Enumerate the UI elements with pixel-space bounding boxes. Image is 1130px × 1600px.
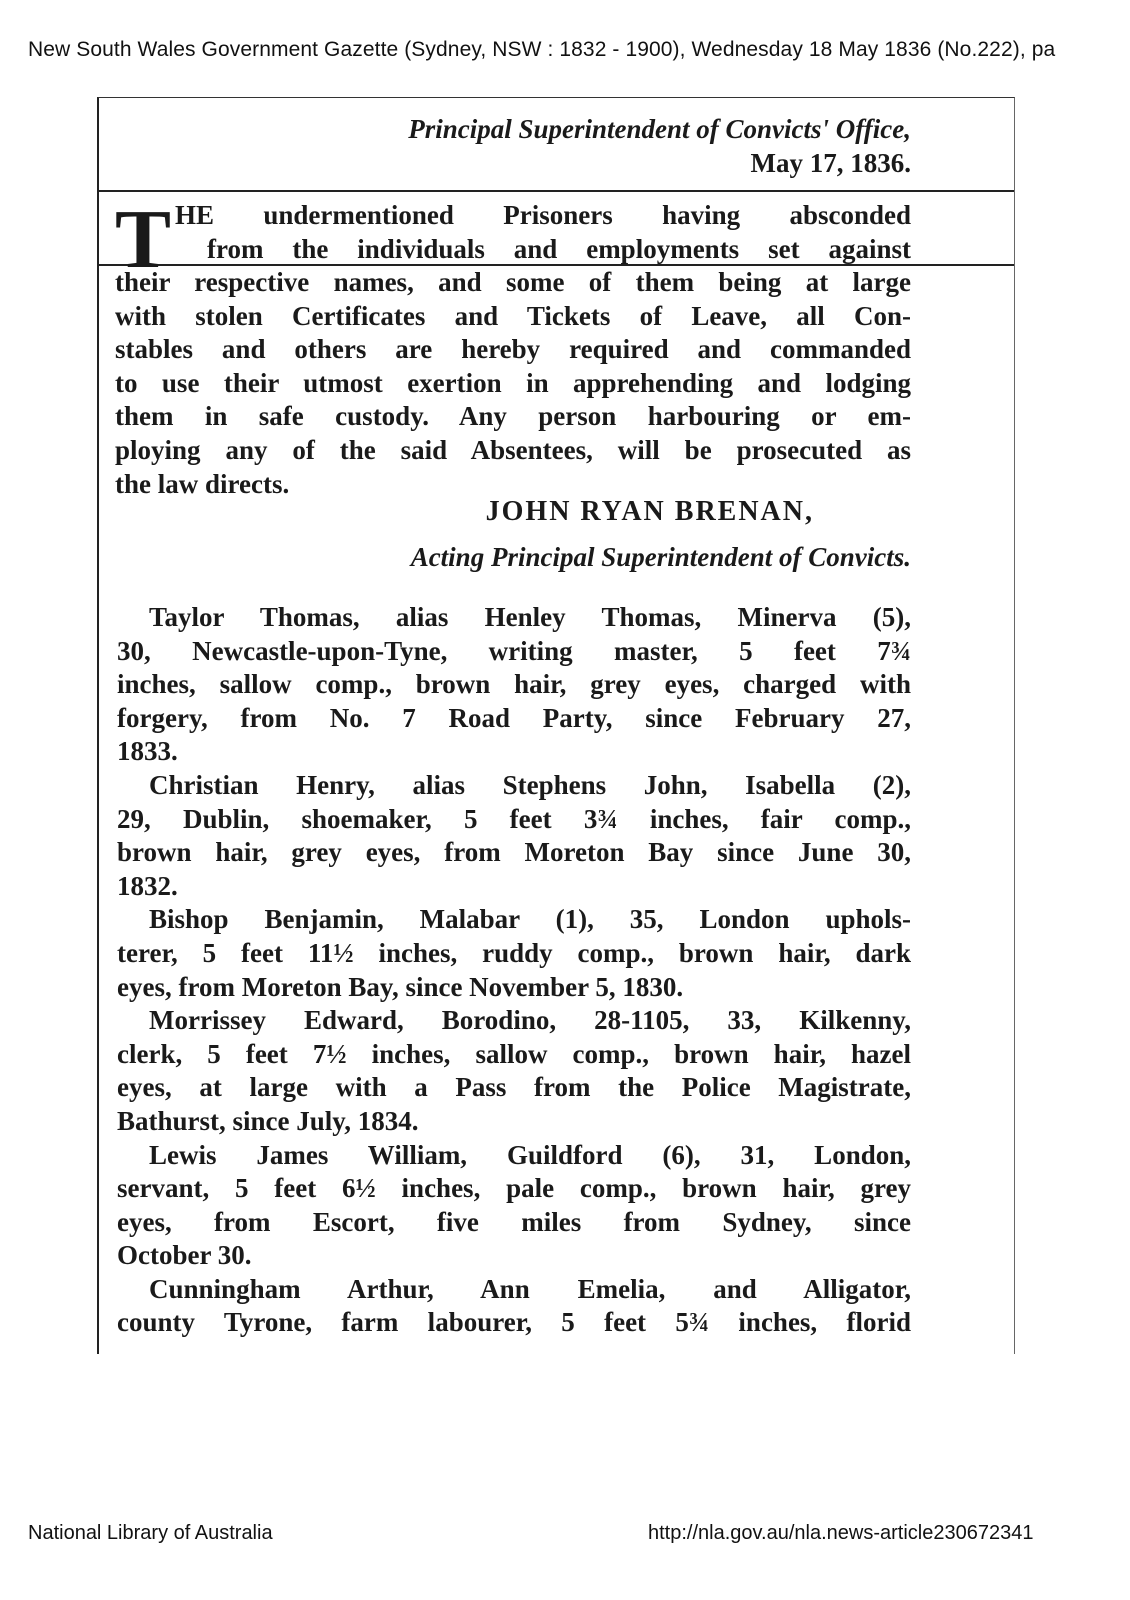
list-item <box>117 601 911 769</box>
list-item <box>117 1004 911 1138</box>
entry-line: eyes, from Moreton Bay, since November 5, 1830. <box>117 971 684 1002</box>
entry-line: county Tyrone, farm labourer, 5 feet 5¾ inches, florid <box>117 1307 911 1338</box>
notice-line: to use their utmost exertion in apprehending and lodging <box>115 367 911 398</box>
entry-line: 29, Dublin, shoemaker, 5 feet 3¾ inches, fair comp., <box>117 803 911 834</box>
library-credit: National Library of Australia <box>28 1522 273 1544</box>
signer-name: JOHN RYAN BRENAN, <box>485 496 814 527</box>
entry-line: October 30. <box>117 1240 252 1271</box>
citation-header: New South Wales Government Gazette (Sydney, NSW : 1832 - 1900), Wednesday 18 May 1836 (No.222), pa <box>28 38 1056 61</box>
entry-line: Taylor Thomas, alias Henley Thomas, Minerva (5), <box>149 602 911 632</box>
notice-body <box>115 266 911 501</box>
entry-line: Lewis James William, Guildford (6), 31, London, <box>149 1139 911 1170</box>
notice-intro-2 <box>207 233 911 267</box>
entry-line: eyes, at large with a Pass from the Police Magistrate, <box>117 1072 911 1103</box>
notice-line: with stolen Certificates and Tickets of Leave, all Con- <box>115 300 911 331</box>
signer-title: Acting Principal Superintendent of Convicts. <box>410 542 911 572</box>
list-item <box>117 1139 911 1273</box>
entry-line: servant, 5 feet 6½ inches, pale comp., brown hair, grey <box>117 1173 911 1204</box>
entry-line: 1833. <box>117 736 178 767</box>
entry-line: Bishop Benjamin, Malabar (1), 35, London uphols- <box>149 904 911 935</box>
entry-line: 1832. <box>117 870 178 901</box>
entry-line: brown hair, grey eyes, from Moreton Bay since June 30, <box>117 837 911 868</box>
entry-line: inches, sallow comp., brown hair, grey eyes, charged with <box>117 669 911 700</box>
notice-line: ploying any of the said Absentees, will be prosecuted as <box>115 434 911 465</box>
notice-line: them in safe custody. Any person harbouring or em- <box>115 401 911 432</box>
list-item <box>117 1273 911 1340</box>
entry-line: terer, 5 feet 11½ inches, ruddy comp., brown hair, dark <box>117 937 911 968</box>
heading-rule <box>99 190 1014 192</box>
absconder-list <box>117 601 911 1340</box>
list-item <box>117 769 911 903</box>
notice-line: the law directs. <box>115 468 290 499</box>
entry-line: 30, Newcastle-upon-Tyne, writing master, 5 feet 7¾ <box>117 635 911 666</box>
list-item <box>117 903 911 1004</box>
entry-line: eyes, from Escort, five miles from Sydney, since <box>117 1206 911 1237</box>
notice-heading <box>99 112 911 180</box>
notice-line: from the individuals and employments set against <box>207 234 911 264</box>
entry-line: forgery, from No. 7 Road Party, since February 27, <box>117 702 911 733</box>
entry-line: Morrissey Edward, Borodino, 28-1105, 33, Kilkenny, <box>149 1005 911 1036</box>
notice-line: stables and others are hereby required and commanded <box>115 334 911 365</box>
entry-line: Cunningham Arthur, Ann Emelia, and Alligator, <box>149 1273 911 1304</box>
entry-line: clerk, 5 feet 7½ inches, sallow comp., brown hair, hazel <box>117 1038 911 1069</box>
notice-line: their respective names, and some of them being at large <box>115 267 911 297</box>
drop-cap: T <box>115 193 172 286</box>
notice-line: HE undermentioned Prisoners having absconded <box>175 200 911 230</box>
notice-date: May 17, 1836. <box>750 148 911 178</box>
article-url[interactable]: http://nla.gov.au/nla.news-article230672341 <box>648 1522 1034 1544</box>
entry-line: Christian Henry, alias Stephens John, Isabella (2), <box>149 769 911 800</box>
notice-intro <box>175 199 911 233</box>
office-name: Principal Superintendent of Convicts' Office, <box>408 114 911 144</box>
gazette-clipping <box>97 97 1015 1354</box>
entry-line: Bathurst, since July, 1834. <box>117 1105 419 1136</box>
